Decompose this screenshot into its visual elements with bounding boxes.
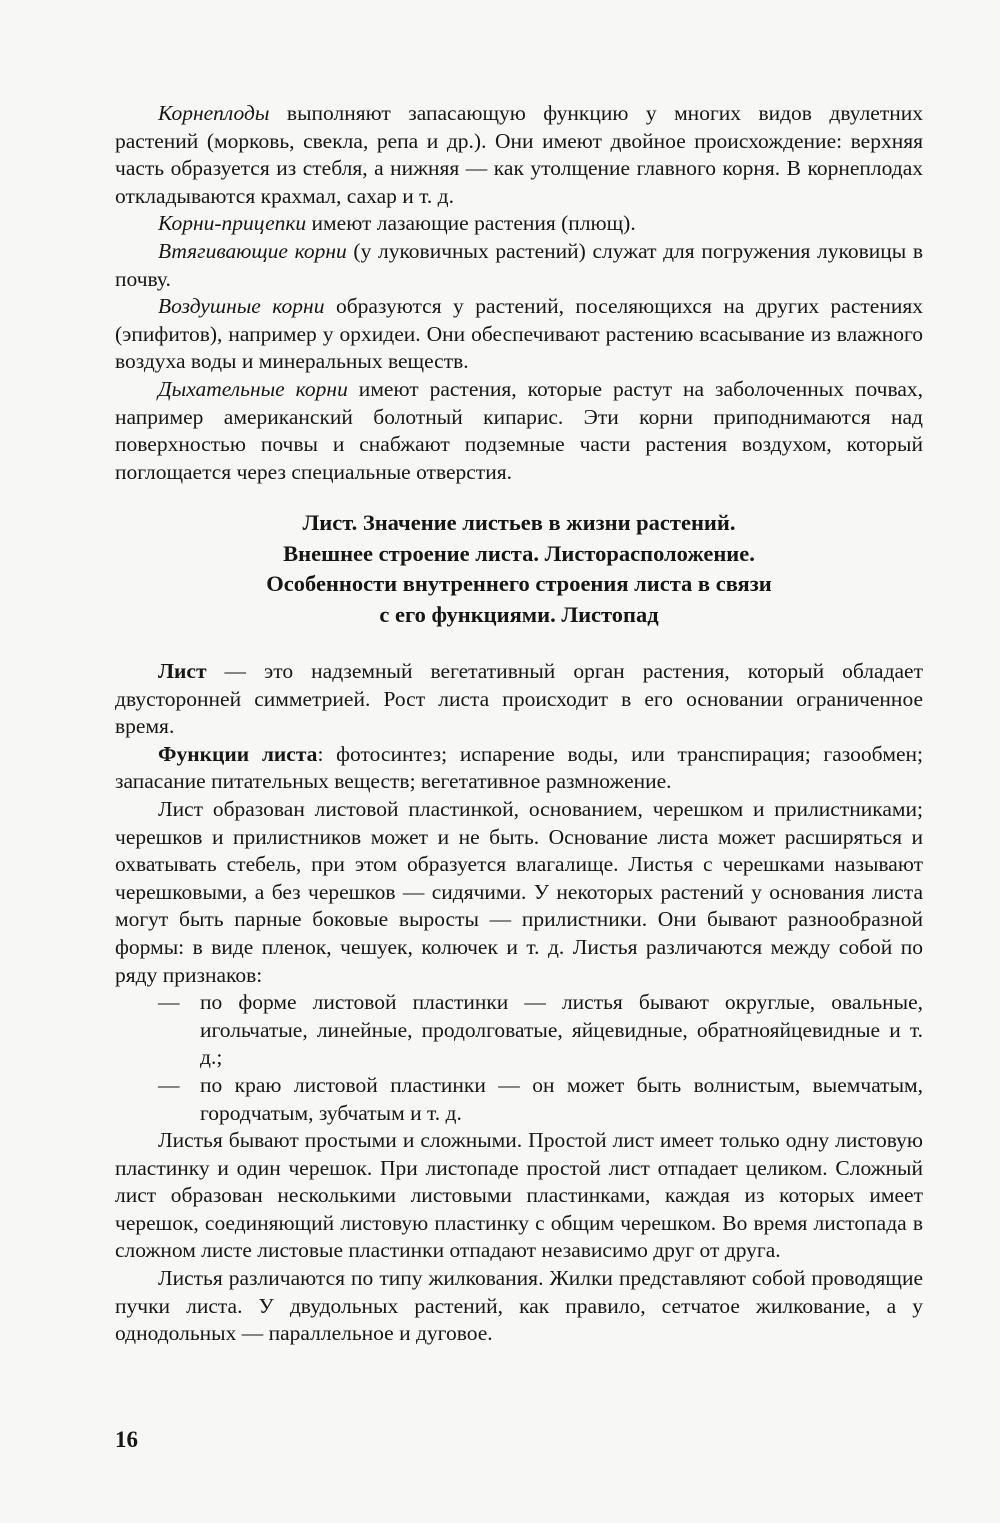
paragraph-text: (у луковичных растений) служат для погружения луковицы в почву.: [115, 238, 923, 291]
term-clinging-roots: Корни-прицепки: [158, 211, 307, 236]
term-root-crops: Корнеплоды: [158, 101, 270, 125]
list-item-text: по краю листовой пластинки — он может быть волнистым, выемчатым, городчатым, зубчатым и т. д.: [200, 1072, 923, 1125]
roots-section: [115, 100, 923, 486]
paragraph-contractile-roots: [115, 238, 923, 293]
paragraph-venation: Листья различаются по типу жилкования. Жилки представляют собой проводящие пучки листа. У двудольных растений, как правило, сетчатое жилкование, а у однодольных — параллельное и дуговое.: [115, 1266, 923, 1346]
paragraph-text: выполняют запасающую функцию у многих видов двулетних растений (морковь, свекла, репа и др.). Они имеют двойное происхождение: верхняя часть образуется из стебля, а нижняя — как утолщение главного корня. В корнеплодах откладываются крахмал, сахар и т. д.: [115, 101, 923, 208]
term-aerial-roots: Воздушные корни: [158, 294, 325, 319]
paragraph-simple-compound-leaves: Листья бывают простыми и сложными. Простой лист имеет только одну листовую пластинку и один черешок. При листопаде простой лист отпадает целиком. Сложный лист образован несколькими листовыми пластинками, каждая из которых имеет черешок, соединяющий листовую пластинку с общим черешком. Во время листопада в сложном листе листовые пластинки отпадают независимо друг от друга.: [115, 1128, 923, 1263]
heading-line-4: с его функциями. Листопад: [379, 601, 659, 627]
paragraph-clinging-roots: [115, 210, 923, 238]
list-item: [115, 989, 923, 1072]
paragraph-leaf-structure: Лист образован листовой пластинкой, основанием, черешком и прилистниками; черешков и прилистников может и не быть. Основание листа может расширяться и охватывать стебель, при этом образуется влагалище. Листья с черешками называют черешковыми, а без черешков — сидячими. У некоторых растений у основания листа могут быть парные боковые выросты — прилистники. Они бывают разнообразной формы: в виде пленок, чешуек, колючек и т. д. Листья различаются между собой по ряду признаков:: [115, 796, 923, 987]
list-item: [115, 1072, 923, 1127]
heading-line-1: Лист. Значение листьев в жизни растений.: [302, 510, 736, 535]
term-contractile-roots: Втягивающие корни: [158, 238, 347, 263]
paragraph-text: имеют растения, которые растут на заболоченных почвах, например американский болотный кипарис. Эти корни приподнимаются над поверхностью почвы и снабжают подземные части растения воздухом, который поглощается через специальные отверстия.: [115, 376, 923, 484]
list-item-text: по форме листовой пластинки — листья бывают округлые, овальные, игольчатые, линейные, продолговатые, яйцевидные, обратнояйцевидные и т. д.;: [200, 990, 923, 1070]
dash-marker: —: [158, 990, 180, 1015]
paragraph-leaf-definition: [115, 658, 923, 741]
paragraph-text: — это надземный вегетативный орган растения, который обладает двусторонней симметрией. Рост листа происходит в его основании ограниченное время.: [115, 659, 923, 739]
leaf-features-list: [115, 989, 923, 1127]
dash-marker: —: [158, 1072, 180, 1097]
term-leaf: Лист: [158, 659, 207, 683]
paragraph-text: : фотосинтез; испарение воды, или транспирация; газообмен; запасание питательных веществ; вегетативное размножение.: [115, 741, 923, 794]
paragraph-breathing-roots: [115, 376, 923, 486]
paragraph-text: имеют лазающие растения (плющ).: [306, 211, 636, 236]
paragraph-root-crops: [115, 100, 923, 210]
heading-line-3: Особенности внутреннего строения листа в связи: [266, 571, 772, 596]
leaf-section: [115, 658, 923, 1348]
section-heading: [115, 508, 923, 630]
paragraph-leaf-functions: [115, 741, 923, 796]
paragraph-text: образуются у растений, поселяющихся на других растениях (эпифитов), например у орхидеи. Они обеспечивают растению всасывание из влажного воздуха воды и минеральных веществ.: [115, 294, 923, 374]
term-leaf-functions: Функции листа: [158, 741, 318, 766]
heading-line-2: Внешнее строение листа. Листорасположение.: [283, 540, 755, 566]
term-breathing-roots: Дыхательные корни: [158, 376, 348, 401]
page-number: 16: [115, 1427, 138, 1452]
paragraph-aerial-roots: [115, 293, 923, 376]
